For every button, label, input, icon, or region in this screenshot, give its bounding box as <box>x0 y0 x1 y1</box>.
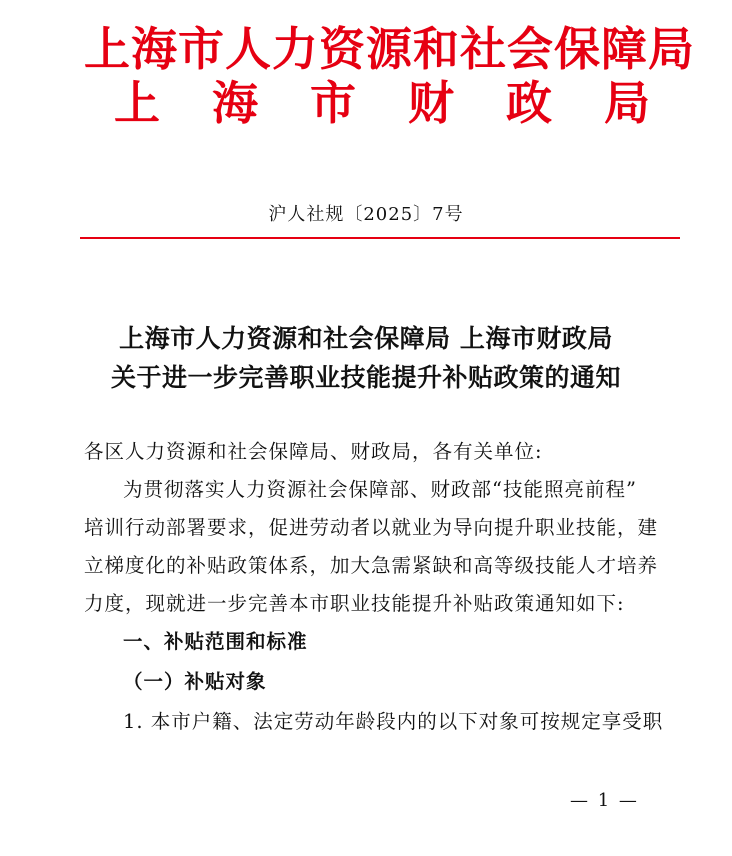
masthead-line2 <box>84 76 680 130</box>
document-number: 沪人社规〔2025〕7号 <box>268 204 464 225</box>
masthead-char: 财 <box>408 76 454 130</box>
document-title-line1: 上海市人力资源和社会保障局 上海市财政局 <box>119 324 613 353</box>
list-item: 1. 本市户籍、法定劳动年龄段内的以下对象可按规定享受职 <box>123 710 664 733</box>
masthead-char: 政 <box>506 76 552 130</box>
paragraph-line: 立梯度化的补贴政策体系，加大急需紧缺和高等级技能人才培养 <box>84 554 659 577</box>
salutation: 各区人力资源和社会保障局、财政局，各有关单位: <box>84 440 543 463</box>
masthead-line1: 上海市人力资源和社会保障局 <box>84 22 695 76</box>
masthead-char: 上 <box>114 76 160 130</box>
page-number: — 1 — <box>570 790 639 811</box>
subsection-heading: （一）补贴对象 <box>123 670 267 693</box>
masthead-char: 局 <box>604 76 650 130</box>
section-heading: 一、补贴范围和标准 <box>123 630 308 653</box>
red-divider <box>80 237 680 239</box>
masthead-char: 市 <box>310 76 356 130</box>
document-title-line2: 关于进一步完善职业技能提升补贴政策的通知 <box>110 363 621 392</box>
paragraph-line: 力度，现就进一步完善本市职业技能提升补贴政策通知如下: <box>84 592 625 615</box>
paragraph-line: 为贯彻落实人力资源社会保障部、财政部“技能照亮前程” <box>123 478 637 501</box>
paragraph-line: 培训行动部署要求，促进劳动者以就业为导向提升职业技能，建 <box>84 516 659 539</box>
masthead-char: 海 <box>212 76 258 130</box>
